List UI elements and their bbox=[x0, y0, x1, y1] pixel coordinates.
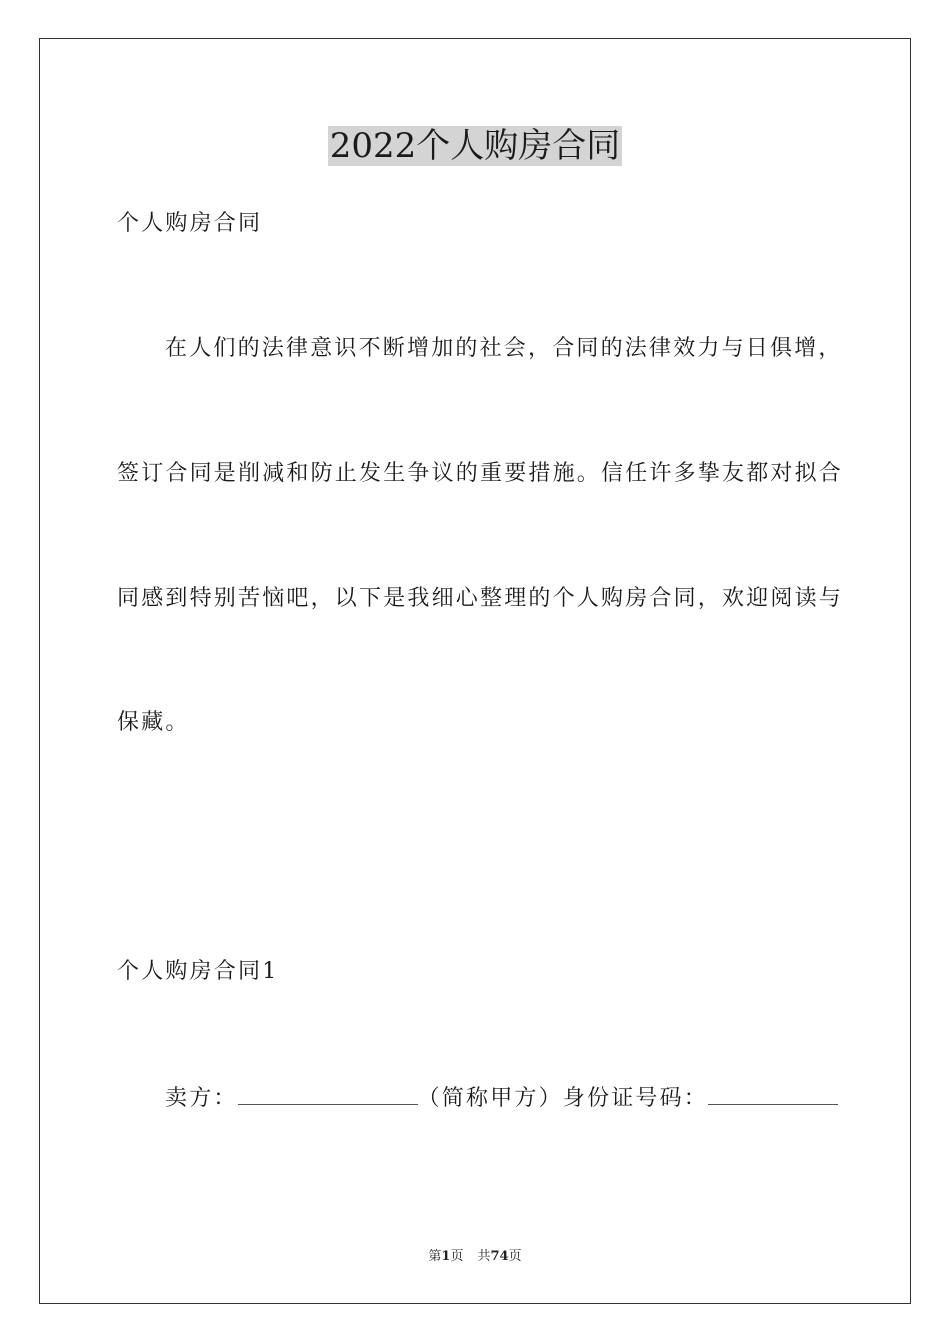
footer-page-number: 1 bbox=[441, 1249, 451, 1264]
page-footer bbox=[0, 1248, 950, 1266]
footer-page-prefix: 第 bbox=[428, 1249, 442, 1264]
intro-line-2: 签订合同是削减和防止发生争议的重要措施。信任许多挚友都对拟合 bbox=[117, 461, 844, 486]
seller-id-label: （简称甲方）身份证号码： bbox=[417, 1086, 709, 1111]
section-heading: 个人购房合同1 bbox=[117, 959, 279, 984]
seller-id-blank[interactable] bbox=[708, 1082, 838, 1105]
footer-page-suffix: 页 bbox=[450, 1249, 464, 1264]
document-title bbox=[0, 124, 950, 168]
footer-total-suffix: 页 bbox=[508, 1249, 522, 1264]
intro-line-3: 同感到特别苦恼吧，以下是我细心整理的个人购房合同，欢迎阅读与 bbox=[117, 586, 844, 611]
seller-name-blank[interactable] bbox=[238, 1082, 418, 1105]
seller-line bbox=[165, 1082, 838, 1114]
document-title-text: 2022个人购房合同 bbox=[329, 126, 621, 166]
footer-total-prefix: 共 bbox=[477, 1249, 491, 1264]
seller-label: 卖方： bbox=[165, 1086, 238, 1111]
intro-line-1: 在人们的法律意识不断增加的社会，合同的法律效力与日俱增， bbox=[165, 336, 843, 361]
footer-total-pages: 74 bbox=[490, 1249, 509, 1264]
intro-line-4: 保藏。 bbox=[117, 710, 190, 735]
document-subtitle: 个人购房合同 bbox=[117, 211, 263, 236]
